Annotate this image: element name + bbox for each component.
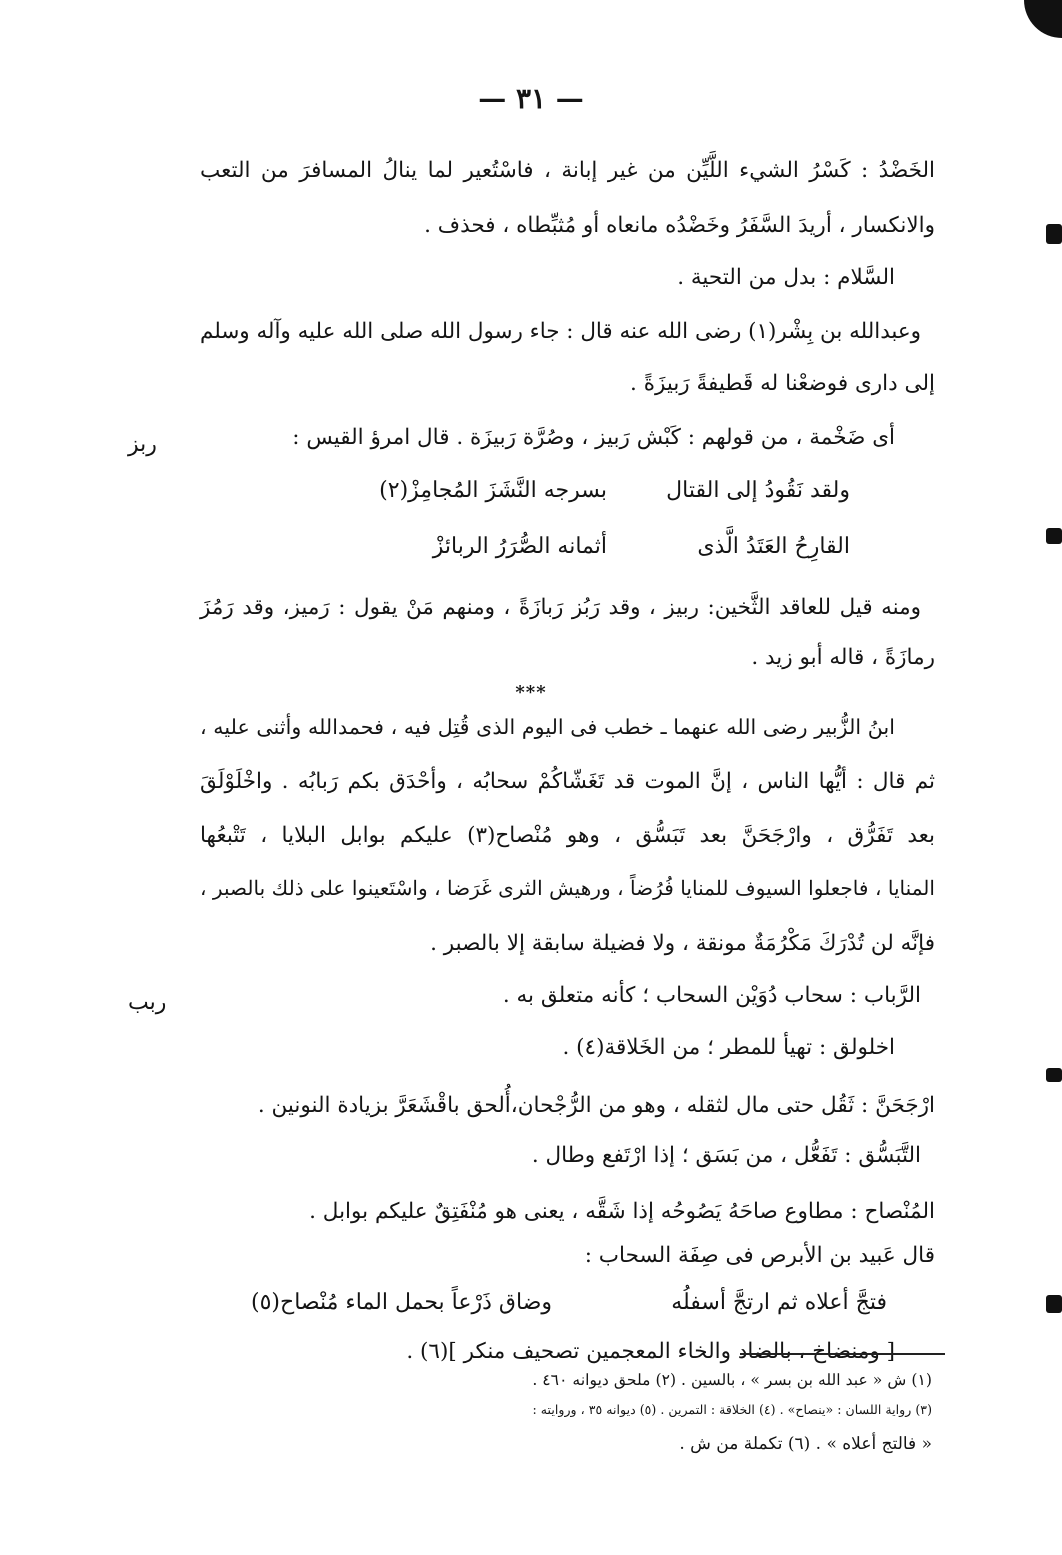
text-line: الخَضْدُ : كَسْرُ الشيء اللَّيِّن من غير إبانة ، فاسْتُعير لما ينالُ المسافرَ من التعب xyxy=(200,158,935,183)
section-separator: *** xyxy=(515,682,547,703)
verse-hemistich-right: القارِحُ العَتَدُ الَّذى xyxy=(697,534,850,559)
text-line: السَّلام : بدل من التحية . xyxy=(677,265,895,290)
text-line: ومنه قيل للعاقد الثَّخين: ربيز ، وقد رَبُز رَبازَةً ، ومنهم مَنْ يقول : رَميز، وقد رَمُزَ xyxy=(200,595,921,620)
verse-hemistich-right: ولقد نَقُودُ إلى القتال xyxy=(666,478,850,503)
text-line: بعد تَفَرُّق ، وارْجَحَنَّ بعد تَبَسُّق ، وهو مُنْصاح(٣) عليكم بوابل البلايا ، تَتْبعُها xyxy=(200,823,935,848)
scan-edge-mark xyxy=(1046,1295,1062,1313)
verse-hemistich-right: فتجَّ أعلاه ثم ارتجَّ أسفلُه xyxy=(671,1290,887,1315)
footnote-line: (١) ش « عبد الله بن بسر » ، بالسين . (٢) ملحق ديوانه ٤٦٠ . xyxy=(532,1370,932,1389)
text-line: المنايا ، فاجعلوا السيوف للمنايا فُرُضاً ، ورهيش الثرى غَرَضا ، واسْتَعينوا على ذلك بالصبر ، xyxy=(200,876,935,900)
text-line: ثم قال : أيُّها الناس ، إنَّ الموت قد تَغَشّاكُمْ سحابُه ، وأحْدَق بكم رَبابُه . واخْلَوْلَقَ xyxy=(200,769,935,794)
verse-hemistich-left: وضاق ذَرْعاً بحمل الماء مُنْصاح(٥) xyxy=(251,1290,552,1315)
text-line: رمازَةً ، قاله أبو زيد . xyxy=(751,645,935,670)
margin-root-word: ربز xyxy=(128,432,157,457)
main-text xyxy=(200,0,935,1555)
text-line: إلى دارى فوضعْنا له قَطيفةً رَبيزَةً . xyxy=(630,371,935,396)
verse-hemistich-left: بسرجه النَّشَزَ المُجامِزْ(٢) xyxy=(379,478,607,503)
margin-root-word: ربب xyxy=(128,990,167,1015)
scan-edge-mark xyxy=(1046,528,1062,544)
text-line: فإنَّه لن تُدْرَكَ مَكْرُمَةٌ مونقة ، ولا فضيلة سابقة إلا بالصبر . xyxy=(430,931,935,956)
footnote-line: (٣) رواية اللسان : «ينصاح» . (٤) الخلاقة : التمرين . (٥) ديوانه ٣٥ ، وروايته : xyxy=(532,1402,932,1417)
text-line: والانكسار ، أريدَ السَّفَرُ وخَضْدُه مانعاه أو مُثبِّطاه ، فحذف . xyxy=(424,213,935,238)
text-line: قال عَبيد بن الأبرص فى صِفَة السحاب : xyxy=(584,1243,935,1268)
footnote-line: « فالتج أعلاه » . (٦) تكملة من ش . xyxy=(679,1434,932,1454)
text-line: اخلولق : تهيأ للمطر ؛ من الخَلاقة(٤) . xyxy=(562,1035,895,1060)
scan-edge-mark xyxy=(1046,1068,1062,1082)
text-line: التَّبَسُّق : تَفَعُّل ، من بَسَق ؛ إذا ارْتَفع وطال . xyxy=(531,1143,921,1168)
text-line: ابنُ الزُّبير رضى الله عنهما ـ خطب فى اليوم الذى قُتِل فيه ، فحمدالله وأثنى عليه ، xyxy=(200,715,895,739)
footnote-rule xyxy=(740,1353,945,1355)
text-line: المُنْصاح : مطاوع صاحَهُ يَصُوحُه إذا شَقَّه ، يعنى هو مُنْفَتِقٌ عليكم بوابل . xyxy=(309,1199,935,1224)
scan-edge-mark xyxy=(1046,224,1062,244)
page-number: — ٣١ — xyxy=(478,82,584,115)
text-line: أى ضَخْمة ، من قولهم : كَبْش رَبيز ، وصُرَّة رَبيزَة . قال امرؤ القيس : xyxy=(292,425,895,450)
text-line: [ ومنضاخ ، بالضاد والخاء المعجمين تصحيف منكر ](٦) . xyxy=(406,1339,895,1364)
text-line: ارْجَحَنَّ : ثَقُل حتى مال لثقله ، وهو من الرُّجْحان،أُلحق باقْشَعَرَّ بزيادة النونين . xyxy=(257,1093,935,1118)
text-line: الرَّباب : سحاب دُوَيْن السحاب ؛ كأنه متعلق به . xyxy=(502,983,921,1008)
verse-hemistich-left: أثمانه الصُّرَرُ الربائزْ xyxy=(432,534,607,559)
scan-edge-mark xyxy=(1024,0,1062,38)
text-line: وعبدالله بن بِشْر(١) رضى الله عنه قال : جاء رسول الله صلى الله عليه وآله وسلم xyxy=(200,319,921,344)
